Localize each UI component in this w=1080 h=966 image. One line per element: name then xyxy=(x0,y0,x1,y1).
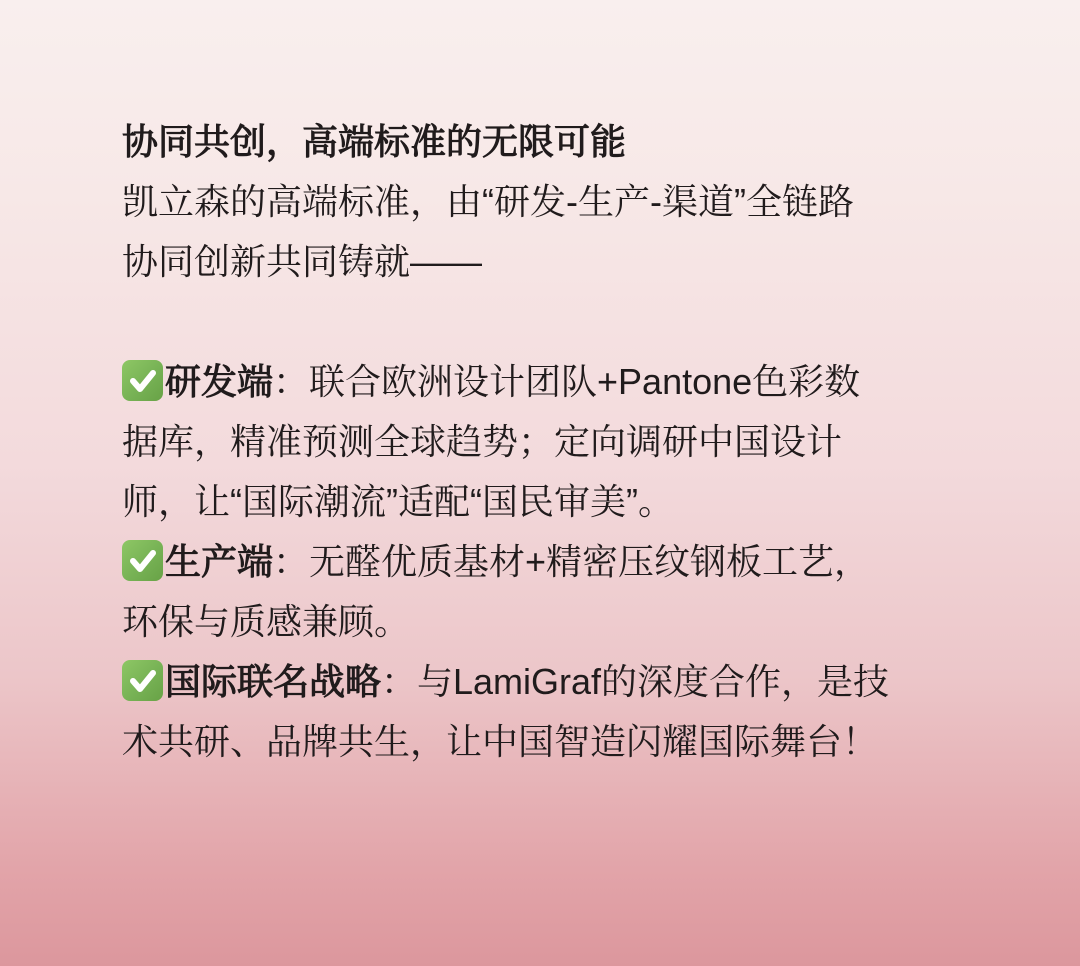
intro-line-2: 协同创新共同铸就—— xyxy=(122,241,483,282)
bullet-production-text: ：无醛优质基材+精密压纹钢板工艺， xyxy=(273,541,871,582)
check-mark-icon xyxy=(122,360,163,401)
heading: 协同共创，高端标准的无限可能 xyxy=(122,121,627,162)
bullet-production-line-1 xyxy=(122,532,1042,592)
bullet-rd-line-2: 据库，精准预测全球趋势；定向调研中国设计 xyxy=(122,421,843,462)
text-card xyxy=(122,112,1042,772)
bullet-strategy-label: 国际联名战略 xyxy=(165,661,382,702)
check-mark-icon xyxy=(122,660,163,701)
bullet-rd-line-3: 师，让“国际潮流”适配“国民审美”。 xyxy=(122,481,674,522)
bullet-rd-text: ：联合欧洲设计团队+Pantone色彩数 xyxy=(273,361,861,402)
bullet-rd-line-1 xyxy=(122,352,1042,412)
bullet-strategy-line-2: 术共研、品牌共生，让中国智造闪耀国际舞台！ xyxy=(122,721,879,762)
intro-line-1: 凯立森的高端标准，由“研发-生产-渠道”全链路 xyxy=(122,181,854,222)
bullet-production-line-2: 环保与质感兼顾。 xyxy=(122,601,411,642)
bullet-rd-label: 研发端 xyxy=(165,361,274,402)
check-mark-icon xyxy=(122,540,163,581)
paragraph-spacer xyxy=(122,292,1042,352)
bullet-strategy-text: ：与LamiGraf的深度合作，是技 xyxy=(381,661,890,702)
bullet-production-label: 生产端 xyxy=(165,541,274,582)
bullet-strategy-line-1 xyxy=(122,652,1042,712)
